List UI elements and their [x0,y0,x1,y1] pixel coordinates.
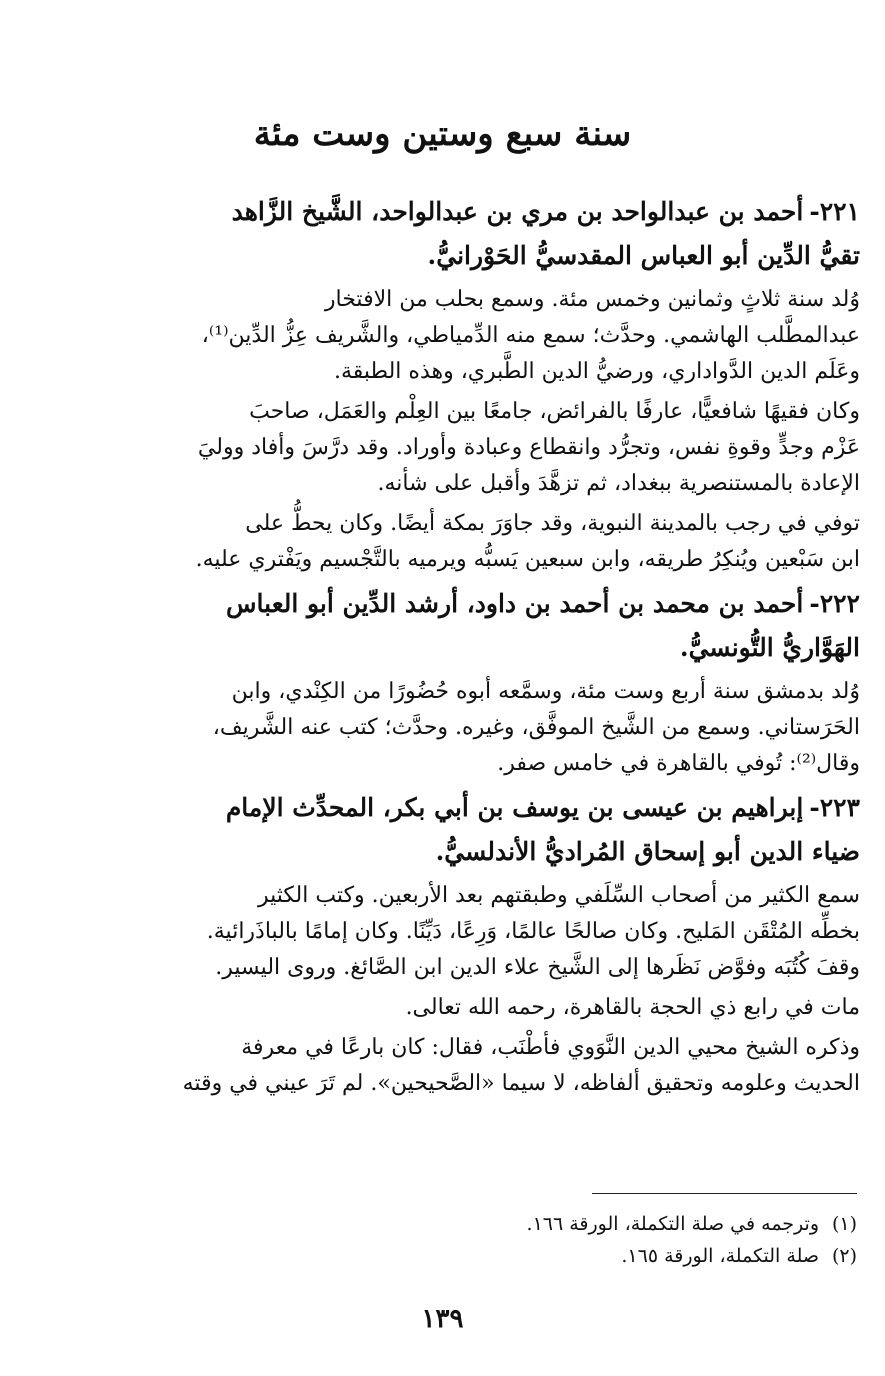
page-number: ١٣٩ [421,1304,464,1334]
footnote [157,1240,857,1272]
paragraph-line: وذكره الشيخ محيي الدين النَّوَوي فأطْنَب، فقال: كان بارعًا في معرفة [241,1035,860,1060]
paragraph [108,878,860,986]
footnote [157,1208,857,1240]
footnote-text: صلة التكملة، الورقة ١٦٥. [621,1245,819,1267]
paragraph [108,394,860,502]
entry-heading-text: أحمد بن عبدالواحد بن مري بن عبدالواحد، الشَّيخ الزَّاهد [231,197,804,226]
footnote-text: وترجمه في صلة التكملة، الورقة ١٦٦. [526,1213,819,1235]
entry-number: ٢٢١- [809,197,860,226]
entry-heading-line [108,626,860,670]
paragraph-line: ابن سَبْعين ويُنكِرُ طريقه، وابن سبعين يَسبُّه ويرميه بالتَّجْسيم ويَفْتري عليه. [195,547,860,572]
paragraph [108,282,860,390]
chapter-title: سنة سبع وستين وست مئة [253,114,632,154]
entry-heading-text: إبراهيم بن عيسى بن يوسف بن أبي بكر، المحدِّث الإمام [225,793,804,822]
paragraph-line: وُلد سنة ثلاثٍ وثمانين وخمس مئة. وسمع بحلب من الافتخار [324,287,860,312]
paragraph-line: وقال⁽²⁾: تُوفي بالقاهرة في خامس صفر. [497,751,860,776]
paragraph-line: عبدالمطَّلب الهاشمي. وحدَّث؛ سمع منه الدِّمياطي، والشَّريف عِزُّ الدِّين⁽¹⁾، [201,323,860,348]
paragraph-line: عَزْم وجدٍّ وقوةِ نفس، وتجرُّد وانقطاع وعبادة وأوراد. وقد درَّسَ وأفاد ووليَ [197,435,860,460]
paragraph-line: بخطِّه المُتْقَن المَليح. وكان صالحًا عالمًا، وَرِعًا، دَيِّنًا. وكان إمامًا بالباذَرائية. [206,919,860,944]
entry-heading-text: الهَوَّاريُّ التُّونسيُّ. [679,633,860,662]
paragraph [108,990,860,1026]
entry-heading-text: تقيُّ الدِّين أبو العباس المقدسيُّ الحَوْرانيُّ. [427,241,860,270]
body-text [108,190,860,1106]
paragraph-line: وكان فقيهًا شافعيًّا، عارفًا بالفرائض، جامعًا بين العِلْم والعَمَل، صاحبَ [249,399,860,424]
paragraph [108,674,860,782]
entry-heading-line [108,830,860,874]
footnote-number: (١) [831,1213,857,1235]
paragraph-line: توفي في رجب بالمدينة النبوية، وقد جاوَرَ بمكة أيضًا. وكان يحطُّ على [245,511,860,536]
entry-heading [108,582,860,670]
paragraph-line: الحديث وعلومه وتحقيق ألفاظه، لا سيما «الصَّحيحين». لم تَرَ عيني في وقته [182,1071,860,1096]
entry-heading [108,190,860,278]
paragraph [108,506,860,578]
paragraph-line: وعَلَم الدين الدَّواداري، ورضيُّ الدين الطَّبري، وهذه الطبقة. [334,359,860,384]
entry-heading-line [108,786,860,830]
paragraph-line: الإعادة بالمستنصرية ببغداد، ثم تزهَّدَ وأقبل على شأنه. [377,471,860,496]
paragraph-line: مات في رابع ذي الحجة بالقاهرة، رحمه الله تعالى. [405,995,860,1020]
entry-number: ٢٢٢- [809,589,860,618]
paragraph-line: الحَرَستاني. وسمع من الشَّيخ الموفَّق، وغيره. وحدَّث؛ كتب عنه الشَّريف، [212,715,860,740]
paragraph-line: سمع الكثير من أصحاب السِّلَفي وطبقتهم بعد الأربعين. وكتب الكثير [257,883,860,908]
footnote-divider [592,1193,857,1194]
entry-heading-text: أحمد بن محمد بن أحمد بن داود، أرشد الدِّين أبو العباس [226,589,804,618]
paragraph [108,1030,860,1102]
entry-heading-text: ضياء الدين أبو إسحاق المُراديُّ الأندلسيُّ. [435,837,860,866]
footnote-number: (٢) [831,1245,857,1267]
entry-number: ٢٢٣- [809,793,860,822]
entry-heading-line [108,190,860,234]
entry-heading [108,786,860,874]
entry-heading-line [108,234,860,278]
entry-heading-line [108,582,860,626]
paragraph-line: وقفَ كُتُبَه وفوَّض نَظَرها إلى الشَّيخ علاء الدين ابن الصَّائغ. وروى اليسير. [215,955,860,980]
paragraph-line: وُلد بدمشق سنة أربع وست مئة، وسمَّعه أبوه حُضُورًا من الكِنْدي، وابن [231,679,860,704]
footnotes [157,1208,857,1272]
